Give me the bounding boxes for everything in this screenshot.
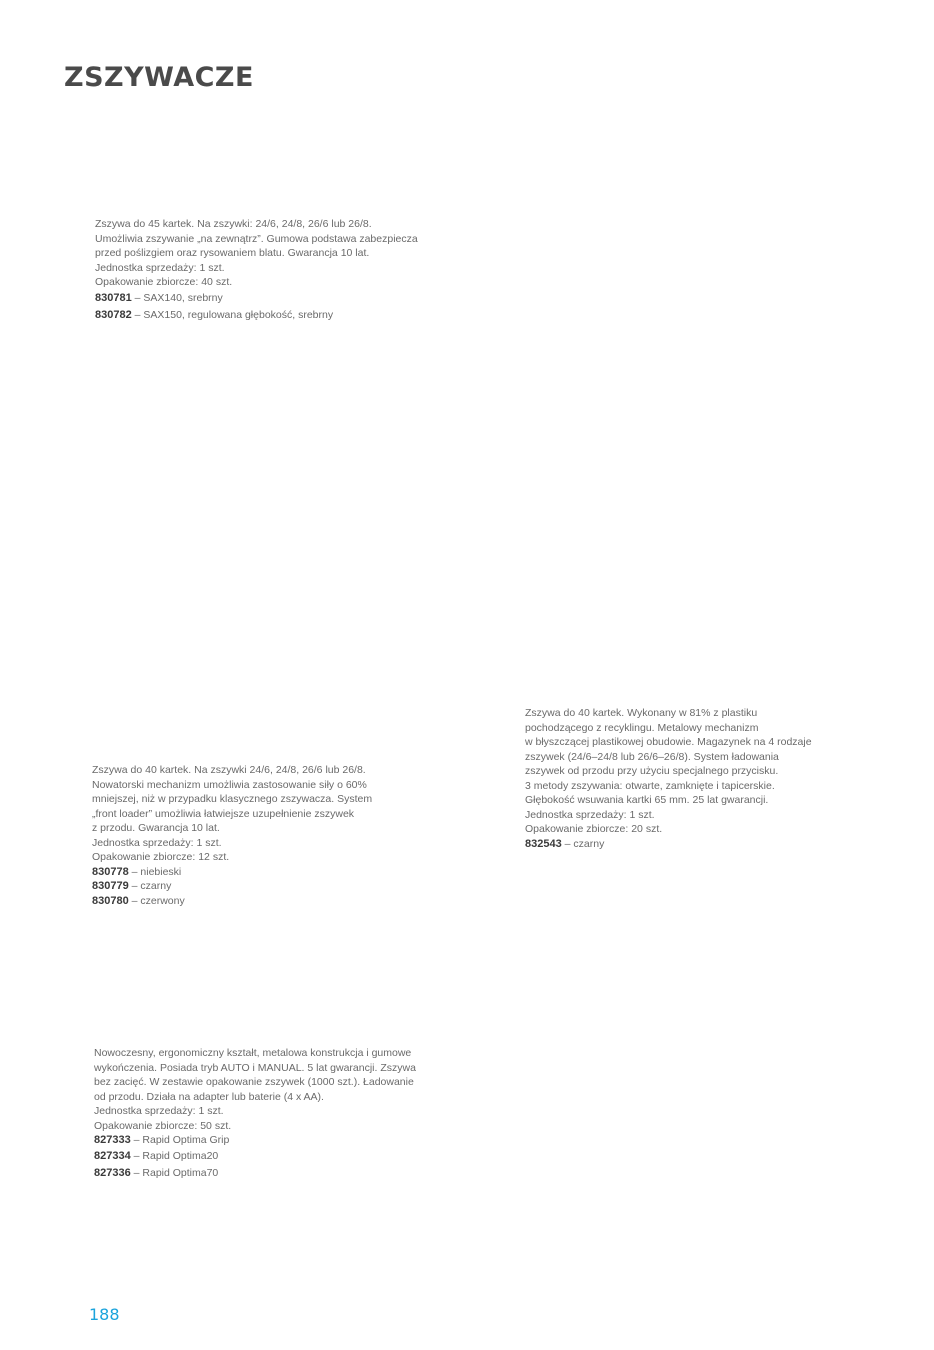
variant-row <box>94 1133 416 1148</box>
sales-unit-line: Jednostka sprzedaży: 1 szt. <box>94 1105 224 1117</box>
product-description-line: z przodu. Gwarancja 10 lat. <box>92 822 220 834</box>
bulk-package-line: Opakowanie zbiorcze: 40 szt. <box>95 276 233 288</box>
product-code: 827336 <box>94 1166 131 1179</box>
product-code: 830778 <box>92 865 129 878</box>
product-block-recycled <box>525 706 812 851</box>
product-code: 832543 <box>525 837 562 850</box>
product-code: 827333 <box>94 1134 131 1146</box>
sales-unit-line: Jednostka sprzedaży: 1 szt. <box>525 808 655 821</box>
product-code: 827334 <box>94 1149 131 1162</box>
bulk-package-line: Opakowanie zbiorcze: 12 szt. <box>92 851 230 863</box>
variant-description: – Rapid Optima70 <box>130 1166 219 1179</box>
variant-description: – SAX140, srebrny <box>131 291 223 304</box>
variant-description: – niebieski <box>128 865 182 878</box>
variant-row <box>525 837 812 852</box>
product-description-line: Nowatorski mechanizm umożliwia zastosowanie siły o 60% <box>92 778 367 791</box>
product-description-line: przed poślizgiem oraz rysowaniem blatu. Gwarancja 10 lat. <box>95 247 370 259</box>
variant-row <box>95 307 418 324</box>
product-description-line: Nowoczesny, ergonomiczny kształt, metalowa konstrukcja i gumowe <box>94 1047 412 1059</box>
bulk-package-line: Opakowanie zbiorcze: 50 szt. <box>94 1119 232 1132</box>
product-code: 830781 <box>95 291 132 304</box>
product-description-line: od przodu. Działa na adapter lub baterie (4 x AA). <box>94 1090 324 1103</box>
product-description-line: „front loader” umożliwia łatwiejsze uzupełnienie zszywek <box>92 807 355 820</box>
product-block-front-loader <box>92 763 372 908</box>
bulk-package-line: Opakowanie zbiorcze: 20 szt. <box>525 823 663 835</box>
product-code: 830779 <box>92 880 129 892</box>
product-description-line: Zszywa do 40 kartek. Wykonany w 81% z plastiku <box>525 707 758 719</box>
variant-row <box>94 1165 416 1182</box>
product-description-line: Zszywa do 40 kartek. Na zszywki 24/6, 24/8, 26/6 lub 26/8. <box>92 764 366 776</box>
variant-description: – Rapid Optima Grip <box>130 1134 230 1146</box>
variant-description: – czarny <box>128 880 172 892</box>
variant-row <box>92 865 372 880</box>
variant-description: – czerwony <box>128 894 185 907</box>
product-description-line: Umożliwia zszywanie „na zewnątrz”. Gumowa podstawa zabezpiecza <box>95 232 418 245</box>
page-number: 188 <box>89 1305 120 1324</box>
sales-unit-line: Jednostka sprzedaży: 1 szt. <box>92 836 222 849</box>
product-description-line: pochodzącego z recyklingu. Metalowy mechanizm <box>525 721 759 734</box>
product-code: 830782 <box>95 308 132 321</box>
page-title: ZSZYWACZE <box>64 62 254 93</box>
product-code: 830780 <box>92 894 129 907</box>
variant-description: – czarny <box>561 837 605 850</box>
product-description-line: Głębokość wsuwania kartki 65 mm. 25 lat gwarancji. <box>525 794 769 806</box>
product-description-line: wykończenia. Posiada tryb AUTO i MANUAL. 5 lat gwarancji. Zszywa <box>94 1061 416 1074</box>
product-description-line: mniejszej, niż w przypadku klasycznego zszywacza. System <box>92 793 373 805</box>
product-block-sax <box>95 217 418 324</box>
variant-description: – Rapid Optima20 <box>130 1149 219 1162</box>
variant-description: – SAX150, regulowana głębokość, srebrny <box>131 308 334 321</box>
product-description-line: bez zacięć. W zestawie opakowanie zszywek (1000 szt.). Ładowanie <box>94 1076 414 1088</box>
variant-row <box>92 894 372 909</box>
variant-row <box>95 290 418 307</box>
variant-row <box>92 879 372 894</box>
product-description-line: 3 metody zszywania: otwarte, zamknięte i tapicerskie. <box>525 779 775 792</box>
product-block-rapid-optima <box>94 1046 416 1182</box>
sales-unit-line: Jednostka sprzedaży: 1 szt. <box>95 261 225 274</box>
product-description-line: zszywek (24/6–24/8 lub 26/6–26/8). System ładowania <box>525 750 779 763</box>
variant-row <box>94 1148 416 1165</box>
product-description-line: zszywek od przodu przy użyciu specjalnego przycisku. <box>525 765 779 777</box>
product-description-line: w błyszczącej plastikowej obudowie. Magazynek na 4 rodzaje <box>525 736 812 748</box>
product-description-line: Zszywa do 45 kartek. Na zszywki: 24/6, 24/8, 26/6 lub 26/8. <box>95 218 372 230</box>
